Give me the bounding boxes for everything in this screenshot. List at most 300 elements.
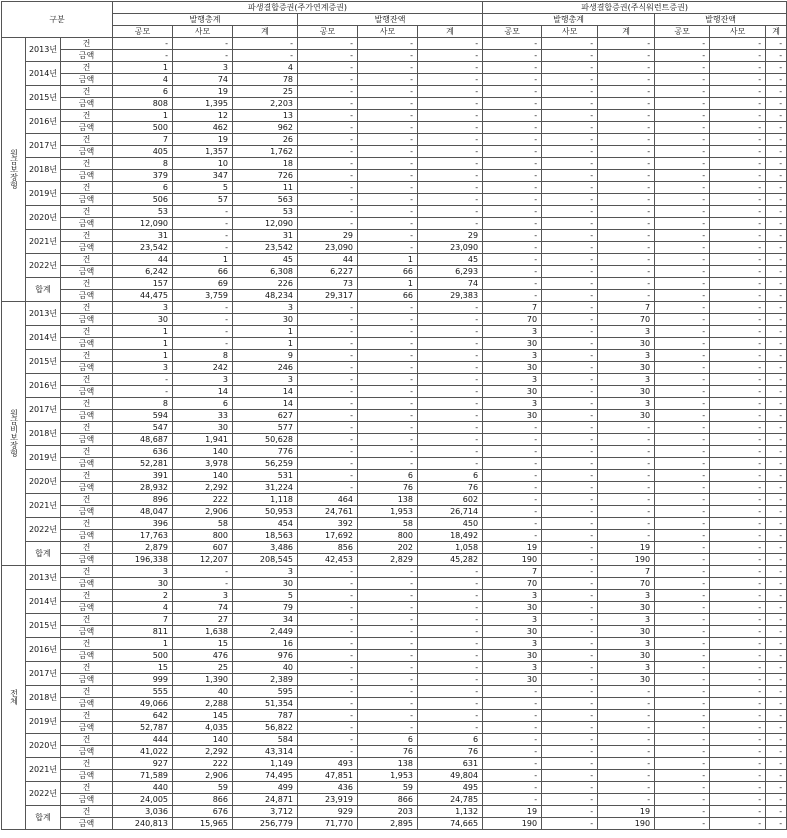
value-cell: - <box>655 230 710 242</box>
value-cell: - <box>710 746 766 758</box>
value-cell: - <box>542 770 598 782</box>
value-cell: 976 <box>233 650 298 662</box>
value-cell: - <box>542 350 598 362</box>
table-row <box>2 326 787 338</box>
table-row <box>2 230 787 242</box>
value-cell: - <box>418 446 483 458</box>
value-cell: - <box>766 230 787 242</box>
value-cell: - <box>358 650 418 662</box>
value-cell: - <box>598 458 655 470</box>
value-cell: - <box>418 722 483 734</box>
value-cell: - <box>358 338 418 350</box>
value-cell: 240,813 <box>113 818 173 830</box>
value-cell: - <box>598 242 655 254</box>
table-row <box>2 434 787 446</box>
value-cell: - <box>655 182 710 194</box>
value-cell: - <box>358 410 418 422</box>
value-cell: - <box>542 806 598 818</box>
value-cell: 76 <box>358 746 418 758</box>
value-cell: - <box>418 350 483 362</box>
value-cell: - <box>766 266 787 278</box>
value-cell: - <box>298 638 358 650</box>
value-cell: 2,879 <box>113 542 173 554</box>
value-cell: - <box>710 242 766 254</box>
value-cell: - <box>766 722 787 734</box>
value-cell: 222 <box>173 494 233 506</box>
value-cell: - <box>655 590 710 602</box>
value-cell: - <box>598 530 655 542</box>
value-cell: - <box>298 50 358 62</box>
value-cell: - <box>113 386 173 398</box>
value-cell: 1 <box>113 350 173 362</box>
value-cell: 79 <box>233 602 298 614</box>
value-cell: 602 <box>418 494 483 506</box>
value-cell: 30 <box>598 602 655 614</box>
value-cell: - <box>542 794 598 806</box>
value-cell: 1,118 <box>233 494 298 506</box>
value-cell: 53 <box>113 206 173 218</box>
value-cell: 3 <box>598 614 655 626</box>
metric-label: 건 <box>61 446 113 458</box>
value-cell: - <box>598 50 655 62</box>
value-cell: - <box>483 170 542 182</box>
value-cell: - <box>655 158 710 170</box>
value-cell: 896 <box>113 494 173 506</box>
value-cell: - <box>358 314 418 326</box>
value-cell: - <box>655 770 710 782</box>
col-private: 사모 <box>358 26 418 38</box>
value-cell: - <box>710 494 766 506</box>
metric-label: 건 <box>61 494 113 506</box>
table-row <box>2 662 787 674</box>
table-row <box>2 50 787 62</box>
value-cell: 2,292 <box>173 482 233 494</box>
value-cell: - <box>710 290 766 302</box>
value-cell: 15 <box>113 662 173 674</box>
value-cell: 3,759 <box>173 290 233 302</box>
value-cell: 2 <box>113 590 173 602</box>
value-cell: 256,779 <box>233 818 298 830</box>
value-cell: - <box>542 758 598 770</box>
value-cell: 3,978 <box>173 458 233 470</box>
value-cell: 41,022 <box>113 746 173 758</box>
table-row <box>2 782 787 794</box>
value-cell: 29 <box>418 230 483 242</box>
value-cell: - <box>542 590 598 602</box>
value-cell: - <box>483 794 542 806</box>
value-cell: - <box>483 470 542 482</box>
value-cell: - <box>173 566 233 578</box>
value-cell: 70 <box>598 578 655 590</box>
value-cell: 17,692 <box>298 530 358 542</box>
value-cell: 45 <box>418 254 483 266</box>
value-cell: 3 <box>113 302 173 314</box>
col-public: 공모 <box>298 26 358 38</box>
value-cell: - <box>542 638 598 650</box>
value-cell: 584 <box>233 734 298 746</box>
value-cell: 47,851 <box>298 770 358 782</box>
value-cell: 8 <box>113 398 173 410</box>
value-cell: - <box>710 374 766 386</box>
value-cell: - <box>483 482 542 494</box>
value-cell: 3 <box>483 662 542 674</box>
value-cell: - <box>542 722 598 734</box>
value-cell: 800 <box>173 530 233 542</box>
value-cell: 58 <box>173 518 233 530</box>
value-cell: 30 <box>598 410 655 422</box>
value-cell: 40 <box>233 662 298 674</box>
value-cell: - <box>542 314 598 326</box>
metric-label: 건 <box>61 182 113 194</box>
table-row <box>2 674 787 686</box>
value-cell: 444 <box>113 734 173 746</box>
value-cell: 13 <box>233 110 298 122</box>
value-cell: - <box>598 710 655 722</box>
metric-label: 건 <box>61 782 113 794</box>
value-cell: - <box>483 422 542 434</box>
col-sum: 계 <box>233 26 298 38</box>
metric-label: 건 <box>61 566 113 578</box>
table-row <box>2 698 787 710</box>
value-cell: - <box>483 266 542 278</box>
value-cell: 34 <box>233 614 298 626</box>
value-cell: - <box>655 686 710 698</box>
metric-label: 건 <box>61 230 113 242</box>
value-cell: - <box>358 458 418 470</box>
value-cell: 24,871 <box>233 794 298 806</box>
value-cell: - <box>358 50 418 62</box>
value-cell: - <box>710 410 766 422</box>
year-label: 2022년 <box>26 518 61 542</box>
value-cell: - <box>766 134 787 146</box>
value-cell: 962 <box>233 122 298 134</box>
value-cell: - <box>710 314 766 326</box>
value-cell: 563 <box>233 194 298 206</box>
table-row <box>2 290 787 302</box>
value-cell: - <box>598 86 655 98</box>
value-cell: - <box>298 446 358 458</box>
value-cell: 30 <box>483 338 542 350</box>
value-cell: - <box>298 206 358 218</box>
value-cell: - <box>298 314 358 326</box>
value-cell: 69 <box>173 278 233 290</box>
value-cell: 506 <box>113 194 173 206</box>
value-cell: - <box>483 110 542 122</box>
value-cell: - <box>418 74 483 86</box>
metric-label: 건 <box>61 38 113 50</box>
value-cell: - <box>655 314 710 326</box>
value-cell: - <box>710 470 766 482</box>
metric-label: 금액 <box>61 362 113 374</box>
table-row <box>2 470 787 482</box>
value-cell: - <box>766 758 787 770</box>
value-cell: 40 <box>173 686 233 698</box>
metric-label: 금액 <box>61 506 113 518</box>
value-cell: 12,090 <box>233 218 298 230</box>
value-cell: - <box>542 302 598 314</box>
value-cell: - <box>766 314 787 326</box>
value-cell: - <box>418 362 483 374</box>
value-cell: - <box>542 578 598 590</box>
table-row <box>2 134 787 146</box>
value-cell: - <box>598 494 655 506</box>
value-cell: 190 <box>598 554 655 566</box>
value-cell: 53 <box>233 206 298 218</box>
value-cell: - <box>298 578 358 590</box>
value-cell: 30 <box>598 650 655 662</box>
value-cell: - <box>542 182 598 194</box>
value-cell: - <box>483 38 542 50</box>
value-cell: - <box>655 722 710 734</box>
metric-label: 건 <box>61 518 113 530</box>
value-cell: - <box>542 98 598 110</box>
outstanding-header-a: 발행잔액 <box>298 14 483 26</box>
year-label: 2021년 <box>26 230 61 254</box>
value-cell: - <box>418 422 483 434</box>
value-cell: - <box>483 86 542 98</box>
value-cell: 6 <box>358 470 418 482</box>
value-cell: - <box>298 350 358 362</box>
value-cell: 4 <box>113 602 173 614</box>
table-row <box>2 62 787 74</box>
value-cell: 2,906 <box>173 506 233 518</box>
value-cell: 30 <box>598 674 655 686</box>
value-cell: - <box>542 698 598 710</box>
value-cell: - <box>655 530 710 542</box>
value-cell: 12 <box>173 110 233 122</box>
value-cell: - <box>298 614 358 626</box>
value-cell: - <box>655 206 710 218</box>
year-label: 2021년 <box>26 758 61 782</box>
value-cell: - <box>173 50 233 62</box>
value-cell: - <box>598 506 655 518</box>
col-sum: 계 <box>766 26 787 38</box>
value-cell: 3 <box>598 638 655 650</box>
table-row <box>2 410 787 422</box>
value-cell: - <box>655 566 710 578</box>
value-cell: 23,542 <box>113 242 173 254</box>
metric-label: 금액 <box>61 626 113 638</box>
value-cell: 30 <box>113 578 173 590</box>
value-cell: - <box>766 818 787 830</box>
value-cell: 30 <box>483 626 542 638</box>
metric-label: 금액 <box>61 386 113 398</box>
value-cell: 29,383 <box>418 290 483 302</box>
value-cell: - <box>766 290 787 302</box>
value-cell: 73 <box>298 278 358 290</box>
value-cell: - <box>542 158 598 170</box>
value-cell: 24,785 <box>418 794 483 806</box>
value-cell: - <box>710 770 766 782</box>
value-cell: 190 <box>598 818 655 830</box>
value-cell: - <box>598 422 655 434</box>
year-label: 2020년 <box>26 470 61 494</box>
value-cell: - <box>542 230 598 242</box>
value-cell: - <box>298 98 358 110</box>
value-cell: - <box>542 254 598 266</box>
value-cell: 8 <box>173 350 233 362</box>
value-cell: - <box>542 362 598 374</box>
value-cell: - <box>173 578 233 590</box>
value-cell: - <box>766 410 787 422</box>
metric-label: 건 <box>61 398 113 410</box>
value-cell: - <box>598 62 655 74</box>
value-cell: - <box>598 74 655 86</box>
value-cell: 19 <box>173 134 233 146</box>
value-cell: - <box>418 686 483 698</box>
value-cell: - <box>418 38 483 50</box>
metric-label: 금액 <box>61 170 113 182</box>
value-cell: 3 <box>598 374 655 386</box>
value-cell: - <box>766 554 787 566</box>
value-cell: - <box>542 290 598 302</box>
value-cell: 3 <box>173 62 233 74</box>
value-cell: - <box>598 146 655 158</box>
value-cell: 3 <box>173 590 233 602</box>
value-cell: 51,354 <box>233 698 298 710</box>
value-cell: 25 <box>233 86 298 98</box>
value-cell: - <box>298 326 358 338</box>
value-cell: - <box>483 494 542 506</box>
value-cell: - <box>655 446 710 458</box>
value-cell: - <box>655 434 710 446</box>
value-cell: - <box>710 38 766 50</box>
value-cell: 929 <box>298 806 358 818</box>
value-cell: 3,712 <box>233 806 298 818</box>
year-label: 합계 <box>26 806 61 830</box>
value-cell: - <box>710 182 766 194</box>
metric-label: 금액 <box>61 194 113 206</box>
value-cell: 19 <box>483 542 542 554</box>
value-cell: - <box>298 662 358 674</box>
value-cell: 7 <box>113 614 173 626</box>
value-cell: - <box>358 194 418 206</box>
value-cell: - <box>655 794 710 806</box>
value-cell: 4 <box>113 74 173 86</box>
value-cell: - <box>710 530 766 542</box>
value-cell: - <box>418 62 483 74</box>
metric-label: 금액 <box>61 650 113 662</box>
value-cell: - <box>710 362 766 374</box>
value-cell: - <box>418 386 483 398</box>
value-cell: - <box>298 182 358 194</box>
value-cell: 1,638 <box>173 626 233 638</box>
value-cell: - <box>298 338 358 350</box>
value-cell: - <box>418 590 483 602</box>
value-cell: 3 <box>113 362 173 374</box>
value-cell: - <box>655 494 710 506</box>
value-cell: 4,035 <box>173 722 233 734</box>
value-cell: 1,953 <box>358 506 418 518</box>
table-row <box>2 806 787 818</box>
value-cell: 726 <box>233 170 298 182</box>
value-cell: - <box>655 38 710 50</box>
value-cell: 48,234 <box>233 290 298 302</box>
value-cell: - <box>358 326 418 338</box>
value-cell: 24,005 <box>113 794 173 806</box>
table-row <box>2 98 787 110</box>
table-row <box>2 74 787 86</box>
value-cell: - <box>542 278 598 290</box>
value-cell: 1,395 <box>173 98 233 110</box>
metric-label: 금액 <box>61 338 113 350</box>
value-cell: - <box>655 242 710 254</box>
metric-label: 건 <box>61 326 113 338</box>
value-cell: - <box>418 50 483 62</box>
value-cell: - <box>710 818 766 830</box>
value-cell: - <box>542 602 598 614</box>
year-label: 2015년 <box>26 86 61 110</box>
value-cell: - <box>542 782 598 794</box>
value-cell: 642 <box>113 710 173 722</box>
value-cell: - <box>483 746 542 758</box>
value-cell: 3 <box>483 398 542 410</box>
value-cell: 50,628 <box>233 434 298 446</box>
value-cell: - <box>358 662 418 674</box>
table-row <box>2 722 787 734</box>
value-cell: - <box>483 122 542 134</box>
value-cell: - <box>542 434 598 446</box>
value-cell: 493 <box>298 758 358 770</box>
table-row <box>2 86 787 98</box>
value-cell: 1 <box>233 338 298 350</box>
value-cell: - <box>598 746 655 758</box>
value-cell: - <box>766 254 787 266</box>
value-cell: - <box>483 434 542 446</box>
value-cell: 476 <box>173 650 233 662</box>
value-cell: 1 <box>358 254 418 266</box>
value-cell: - <box>766 518 787 530</box>
value-cell: - <box>655 554 710 566</box>
value-cell: - <box>598 686 655 698</box>
value-cell: - <box>710 554 766 566</box>
metric-label: 금액 <box>61 458 113 470</box>
value-cell: 856 <box>298 542 358 554</box>
value-cell: 3 <box>598 662 655 674</box>
value-cell: 23,542 <box>233 242 298 254</box>
value-cell: 44 <box>298 254 358 266</box>
issuance-table <box>1 1 787 830</box>
value-cell: 6 <box>113 86 173 98</box>
value-cell: 5 <box>173 182 233 194</box>
value-cell: 3,036 <box>113 806 173 818</box>
value-cell: 1,762 <box>233 146 298 158</box>
value-cell: - <box>598 290 655 302</box>
value-cell: - <box>542 506 598 518</box>
value-cell: - <box>598 758 655 770</box>
value-cell: 1 <box>113 62 173 74</box>
value-cell: - <box>542 266 598 278</box>
value-cell: - <box>710 158 766 170</box>
value-cell: - <box>710 506 766 518</box>
year-label: 2017년 <box>26 134 61 158</box>
value-cell: 1 <box>233 326 298 338</box>
metric-label: 건 <box>61 470 113 482</box>
metric-label: 건 <box>61 422 113 434</box>
metric-label: 금액 <box>61 290 113 302</box>
metric-label: 건 <box>61 638 113 650</box>
year-label: 2018년 <box>26 158 61 182</box>
value-cell: - <box>483 98 542 110</box>
value-cell: - <box>710 722 766 734</box>
table-header <box>2 2 787 38</box>
value-cell: - <box>710 50 766 62</box>
value-cell: 57 <box>173 194 233 206</box>
value-cell: - <box>418 302 483 314</box>
year-label: 2019년 <box>26 710 61 734</box>
value-cell: - <box>598 98 655 110</box>
metric-label: 건 <box>61 590 113 602</box>
